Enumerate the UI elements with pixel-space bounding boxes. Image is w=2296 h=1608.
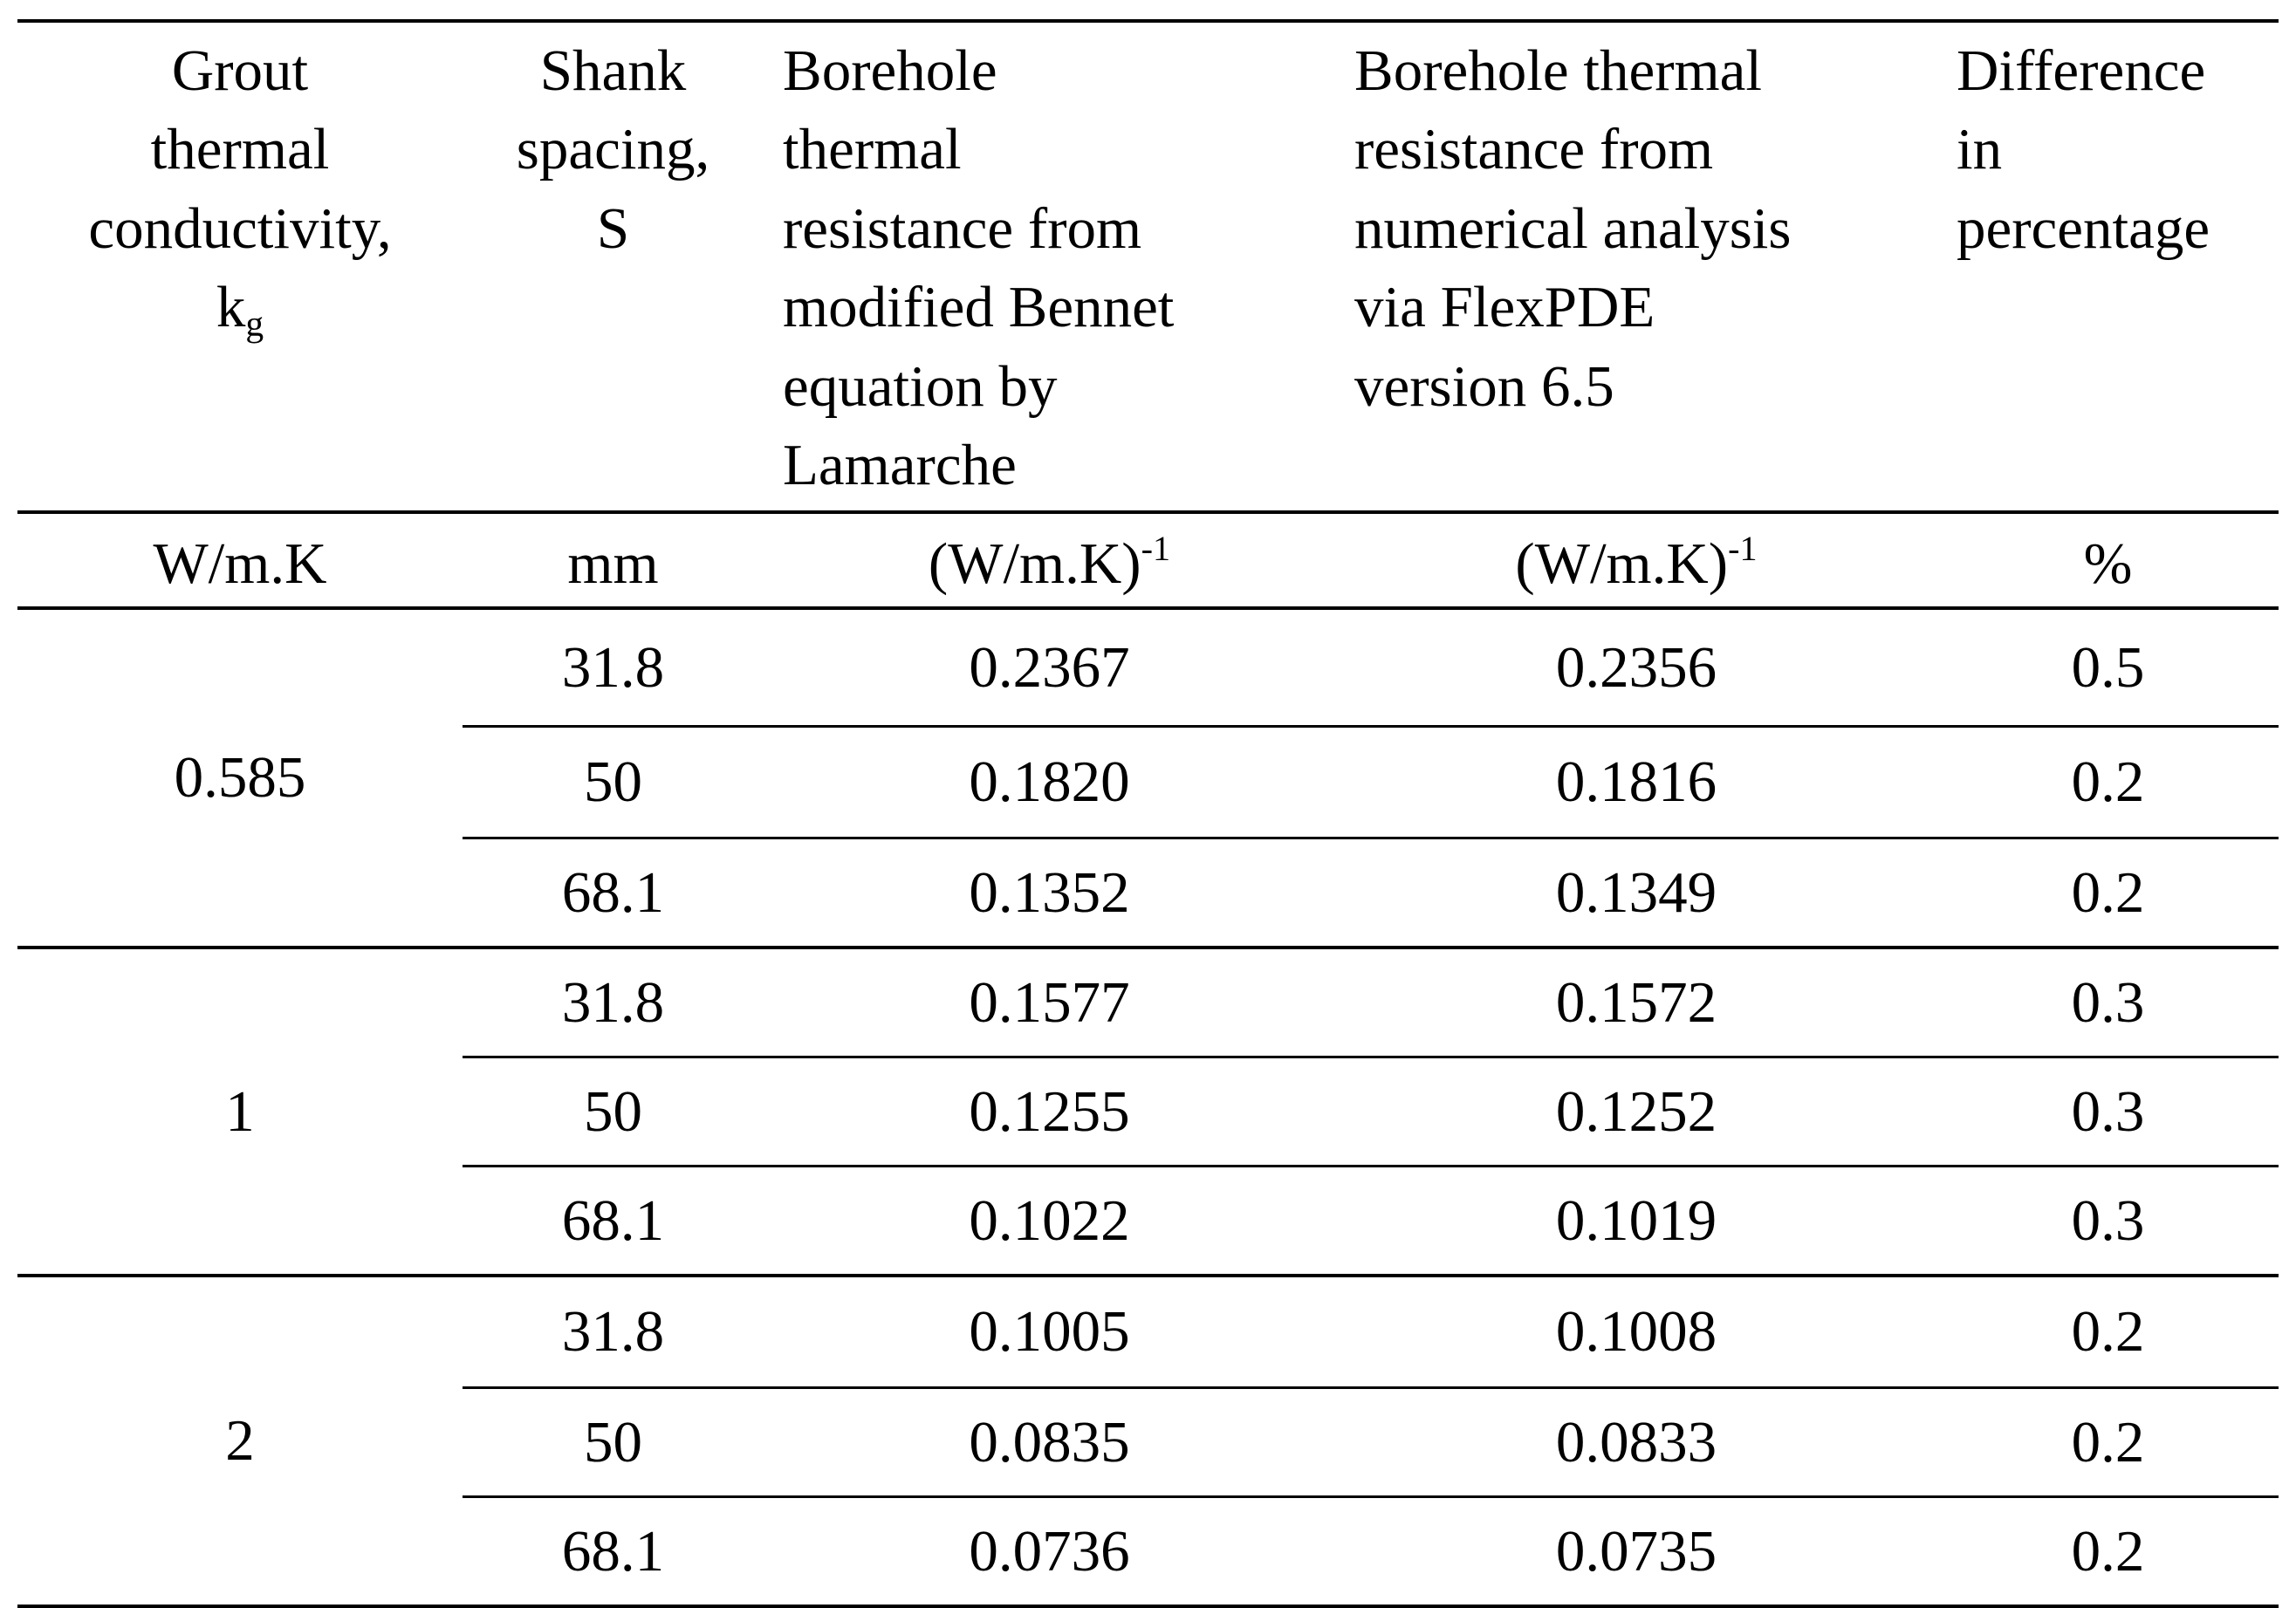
results-table-container (17, 19, 2279, 1608)
bennet-value: 0.2367 (764, 608, 1335, 727)
table-row (17, 1276, 2279, 1388)
unit-grout: W/m.K (17, 512, 463, 608)
unit-bennet (764, 512, 1335, 608)
header-line: S (596, 195, 630, 261)
difference-value: 0.5 (1937, 608, 2279, 727)
bennet-value: 0.1255 (764, 1057, 1335, 1167)
header-line: equation by (783, 353, 1058, 419)
table-row (17, 608, 2279, 727)
shank-value: 50 (463, 1057, 764, 1167)
bennet-value: 0.1577 (764, 948, 1335, 1057)
header-line: numerical analysis (1354, 195, 1792, 261)
borehole-resistance-table (17, 19, 2279, 1608)
shank-value: 68.1 (463, 1497, 764, 1607)
difference-value: 0.3 (1937, 1167, 2279, 1276)
flexpde-value: 0.1008 (1335, 1276, 1937, 1388)
flexpde-value: 0.1572 (1335, 948, 1937, 1057)
header-flexpde-resistance (1335, 21, 1937, 512)
header-bennet-resistance (764, 21, 1335, 512)
shank-value: 68.1 (463, 838, 764, 948)
shank-value: 50 (463, 727, 764, 838)
kg-value: 1 (17, 948, 463, 1276)
header-difference-percentage (1937, 21, 2279, 512)
table-row (17, 948, 2279, 1057)
flexpde-value: 0.1816 (1335, 727, 1937, 838)
kg-value: 0.585 (17, 608, 463, 948)
header-line: thermal (783, 117, 962, 182)
unit-flexpde-base: (W/m.K) (1515, 530, 1729, 596)
unit-difference: % (1937, 512, 2279, 608)
header-line: Grout (171, 38, 309, 103)
difference-value: 0.2 (1937, 727, 2279, 838)
header-line: Lamarche (783, 433, 1017, 498)
header-line: via FlexPDE (1354, 275, 1655, 340)
header-line: in (1957, 117, 2003, 182)
shank-value: 31.8 (463, 608, 764, 727)
flexpde-value: 0.1252 (1335, 1057, 1937, 1167)
header-line: version 6.5 (1354, 353, 1614, 419)
unit-shank: mm (463, 512, 764, 608)
header-line: percentage (1957, 195, 2210, 261)
kg-subscript: g (245, 303, 264, 344)
bennet-value: 0.0736 (764, 1497, 1335, 1607)
header-line: conductivity, (88, 195, 392, 261)
flexpde-value: 0.0833 (1335, 1388, 1937, 1497)
bennet-value: 0.1005 (764, 1276, 1335, 1388)
difference-value: 0.3 (1937, 1057, 2279, 1167)
shank-value: 50 (463, 1388, 764, 1497)
unit-flexpde-exponent: -1 (1728, 528, 1758, 568)
header-shank-spacing (463, 21, 764, 512)
shank-value: 31.8 (463, 1276, 764, 1388)
bennet-value: 0.1022 (764, 1167, 1335, 1276)
header-row (17, 21, 2279, 512)
bennet-value: 0.1352 (764, 838, 1335, 948)
kg-value: 2 (17, 1276, 463, 1606)
unit-bennet-base: (W/m.K) (928, 530, 1141, 596)
bennet-value: 0.1820 (764, 727, 1335, 838)
header-line: resistance from (1354, 117, 1714, 182)
header-line: Shank (539, 38, 687, 103)
header-grout-conductivity (17, 21, 463, 512)
header-line: Borehole (783, 38, 997, 103)
flexpde-value: 0.0735 (1335, 1497, 1937, 1607)
shank-value: 31.8 (463, 948, 764, 1057)
difference-value: 0.2 (1937, 1388, 2279, 1497)
difference-value: 0.3 (1937, 948, 2279, 1057)
unit-bennet-exponent: -1 (1141, 528, 1171, 568)
shank-value: 68.1 (463, 1167, 764, 1276)
header-line: thermal (150, 117, 330, 182)
units-row (17, 512, 2279, 608)
header-line: modified Bennet (783, 275, 1175, 340)
flexpde-value: 0.1349 (1335, 838, 1937, 948)
difference-value: 0.2 (1937, 1276, 2279, 1388)
header-line: Borehole thermal (1354, 38, 1762, 103)
difference-value: 0.2 (1937, 838, 2279, 948)
bennet-value: 0.0835 (764, 1388, 1335, 1497)
flexpde-value: 0.2356 (1335, 608, 1937, 727)
flexpde-value: 0.1019 (1335, 1167, 1937, 1276)
header-line: spacing, (516, 117, 710, 182)
kg-symbol: k (216, 275, 246, 340)
header-line (24, 268, 456, 346)
difference-value: 0.2 (1937, 1497, 2279, 1607)
header-line: resistance from (783, 195, 1142, 261)
unit-flexpde (1335, 512, 1937, 608)
header-line: Difference (1957, 38, 2206, 103)
